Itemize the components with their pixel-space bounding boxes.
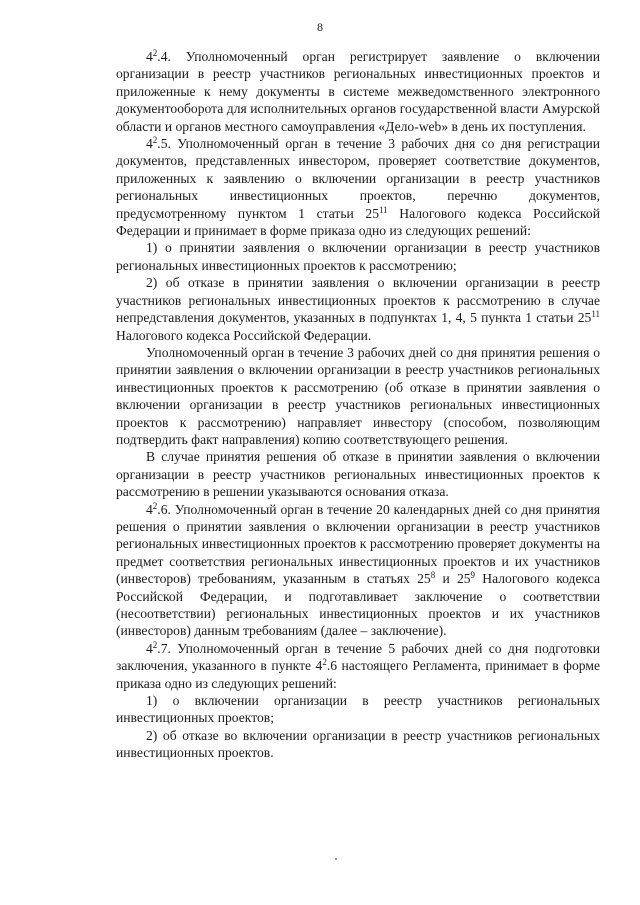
page-number: 8 (317, 20, 323, 34)
paragraph-4-2-6: $4^2.6$. Уполномоченный орган в течение 20 календарных дней со дня принятия решения о принятии заявления о включении организации в реестр участников региональных инвестиционных проектов к рассмотрению проверяет документы на предмет соответствия региональных инвестиционных проектов и их участников (инвесторов) требованиям, указанным в статьях $25^8$ и $25^9$ Налогового кодекса Российской Федерации, и подготавливает заключение о соответствии (несоответствии) региональных инвестиционных проектов и их участников (инвесторов) данным требованиям (далее – заключение). (116, 500, 601, 639)
refusal-grounds-paragraph: В случае принятия решения об отказе в принятии заявления о включении организации в реестр участников региональных инвестиционных проектов к рассмотрению в решении указываются основания отказа. (116, 449, 600, 500)
final-decision-item-1: 1) о включении организации в реестр участников региональных инвестиционных проектов; (116, 693, 600, 726)
paragraph-4-2-5: $4^2.5$. Уполномоченный орган в течение 3 рабочих дня со дня регистрации документов, представленных инвестором, проверяет соответствие документов, приложенных к заявлению о включении организации в реестр участников региональных инвестиционных проектов, перечню документов, предусмотренному пунктом 1 статьи $25^{11}$ Налогового кодекса Российской Федерации и принимает в форме приказа одно из следующих решений: (116, 135, 600, 239)
notification-paragraph: Уполномоченный орган в течение 3 рабочих дней со дня принятия решения о принятии заявления о включении организации в реестр участников региональных инвестиционных проектов к рассмотрению (об отказе в принятии заявления о включении организации в реестр участников региональных инвестиционных проектов к рассмотрению) направляет инвестору (способом, позволяющим подтвердить факт направления) копию соответствующего решения. (116, 344, 600, 447)
scan-speck (335, 858, 337, 860)
decision-item-2: 2) об отказе в принятии заявления о включении организации в реестр участников региональных инвестиционных проектов к рассмотрению в случае непредставления документов, указанных в подпунктах 1, 4, 5 пункта 1 статьи $25^{11}$ Налогового кодекса Российской Федерации. (116, 275, 600, 343)
decision-item-1: 1) о принятии заявления о включении организации в реестр участников региональных инвестиционных проектов к рассмотрению; (116, 240, 600, 273)
paragraph-4-2-4: $4^2.4$. Уполномоченный орган регистрирует заявление о включении организации в реестр участников региональных инвестиционных проектов и приложенные к нему документы в системе межведомственного электронного документооборота для исполнительных органов государственной власти Амурской области и органов местного самоуправления «Дело-web» в день их поступления. (116, 48, 600, 134)
paragraph-4-2-7: $4^2.7$. Уполномоченный орган в течение 5 рабочих дней со дня подготовки заключения, указанного в пункте $4^2.6$ настоящего Регламента, принимает в форме приказа одно из следующих решений: (116, 639, 600, 691)
final-decision-item-2: 2) об отказе во включении организации в реестр участников региональных инвестиционных проектов. (116, 727, 600, 761)
document-body (116, 48, 600, 762)
